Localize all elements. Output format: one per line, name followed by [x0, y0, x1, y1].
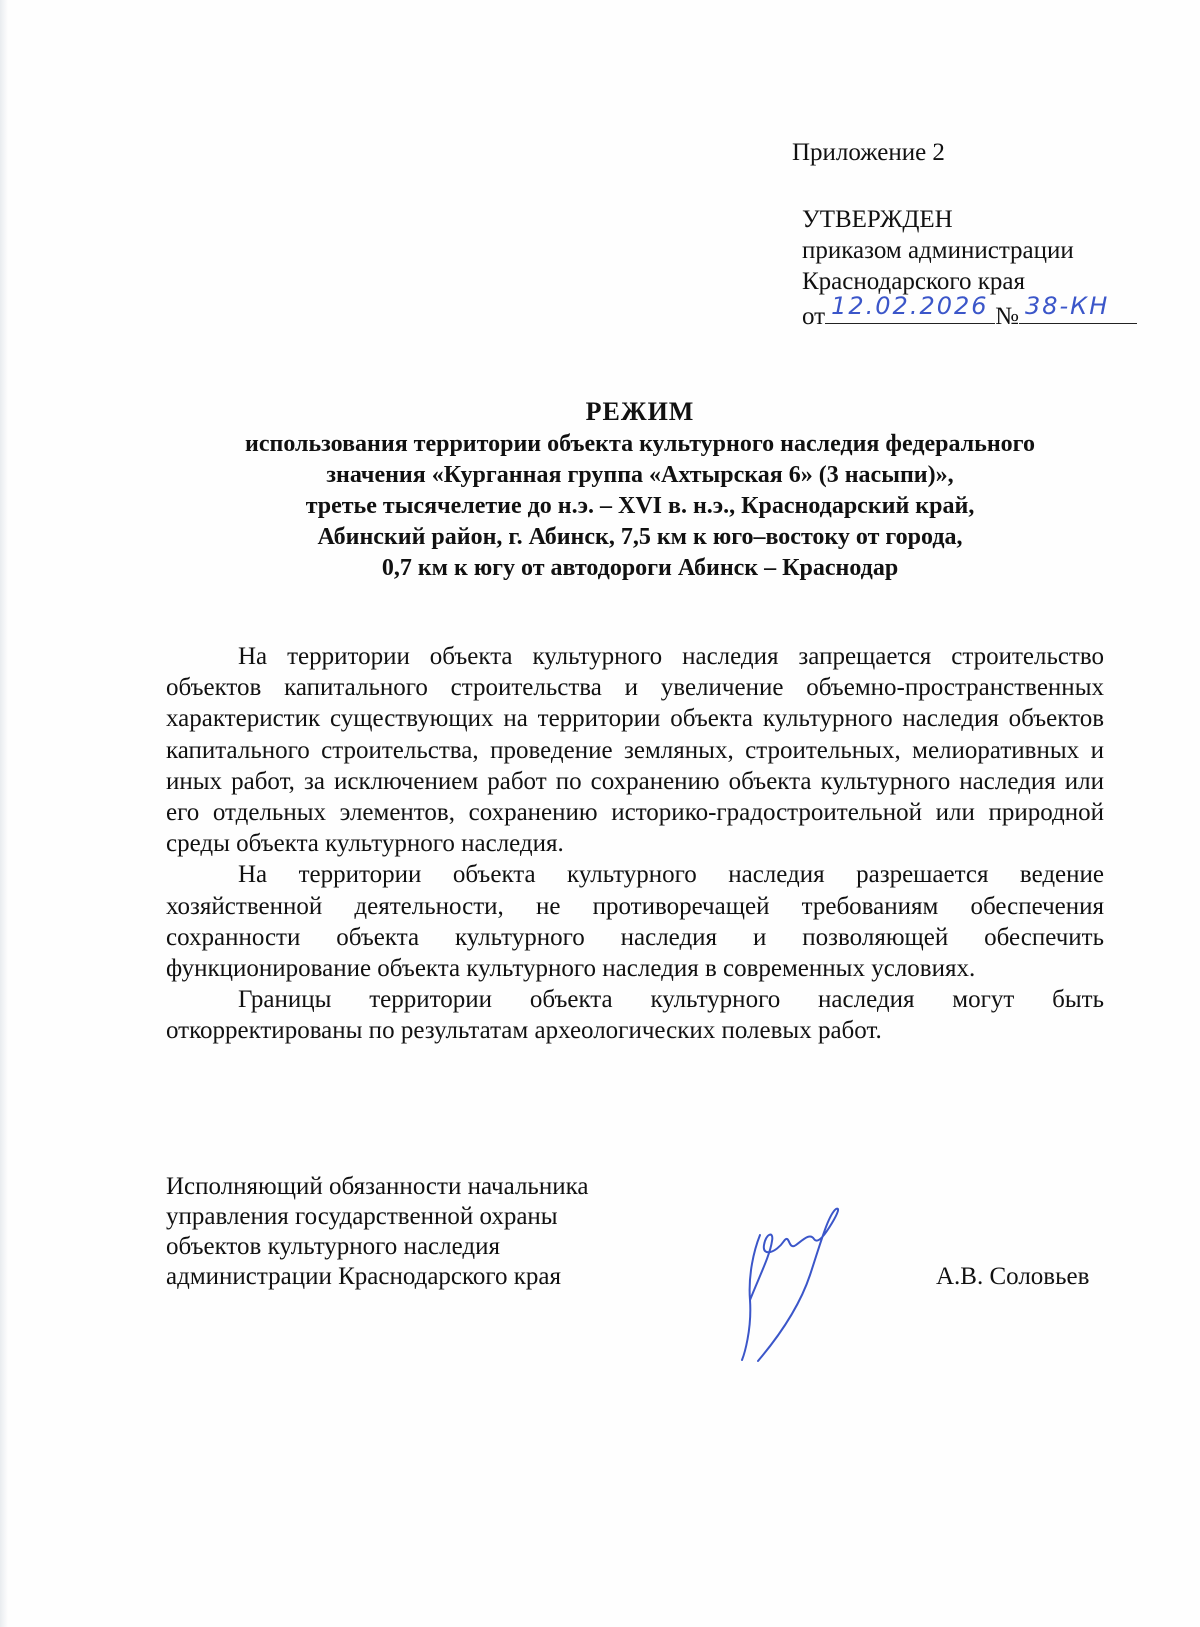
- signer-position-line-3: объектов культурного наследия: [166, 1233, 500, 1260]
- body-paragraph-1: На территории объекта культурного наследия запрещается строительство объектов капитального строительства и увеличение объемно-пространственных характеристик существующих на территории объекта культурного наследия объектов капитального строительства, проведение земляных, строительных, мелиоративных и иных работ, за исключением работ по сохранению объекта культурного наследия или его отдельных элементов, сохранению историко-градостроительной или природной среды объекта культурного наследия.: [166, 643, 1104, 858]
- date-prefix: от: [802, 303, 826, 330]
- approval-stamp-block: [802, 204, 1137, 328]
- order-date-number-line: [802, 292, 1137, 330]
- document-body: [166, 641, 1104, 1047]
- signer-position-line-2: управления государственной охраны: [166, 1203, 558, 1230]
- handwritten-date: 12.02.2026: [831, 292, 989, 320]
- title-line-3: третье тысячелетие до н.э. – XVI в. н.э., Краснодарский край,: [305, 493, 975, 519]
- title-line-2: значения «Курганная группа «Ахтырская 6» (3 насыпи)»,: [326, 462, 954, 488]
- body-paragraph-3: Границы территории объекта культурного наследия могут быть откорректированы по результатам археологических полевых работ.: [166, 986, 1104, 1045]
- approval-heading: УТВЕРЖДЕН: [802, 206, 953, 233]
- scan-edge: [0, 0, 8, 1627]
- appendix-label: Приложение 2: [792, 139, 945, 166]
- approval-line-2: Краснодарского края: [802, 268, 1025, 295]
- signer-name: А.В. Соловьев: [936, 1263, 1090, 1290]
- handwritten-signature: [740, 1205, 850, 1365]
- title-line-5: 0,7 км к югу от автодороги Абинск – Краснодар: [381, 555, 899, 581]
- document-title: [140, 396, 1140, 584]
- number-prefix: №: [995, 303, 1019, 330]
- title-main: РЕЖИМ: [585, 397, 695, 426]
- body-paragraph-2: На территории объекта культурного наследия разрешается ведение хозяйственной деятельности, не противоречащей требованиям обеспечения сохранности объекта культурного наследия и позволяющей обеспечить функционирование объекта культурного наследия в современных условиях.: [166, 861, 1104, 983]
- title-line-4: Абинский район, г. Абинск, 7,5 км к юго–востоку от города,: [317, 524, 963, 550]
- signer-position-line-1: Исполняющий обязанности начальника: [166, 1173, 589, 1200]
- title-line-1: использования территории объекта культурного наследия федерального: [245, 431, 1035, 457]
- approval-line-1: приказом администрации: [802, 237, 1074, 264]
- number-field: [1019, 292, 1137, 324]
- date-field: [825, 292, 995, 324]
- signer-position-line-4: администрации Краснодарского края: [166, 1263, 562, 1290]
- handwritten-number: 38-КН: [1024, 292, 1110, 320]
- signer-position: [166, 1172, 588, 1292]
